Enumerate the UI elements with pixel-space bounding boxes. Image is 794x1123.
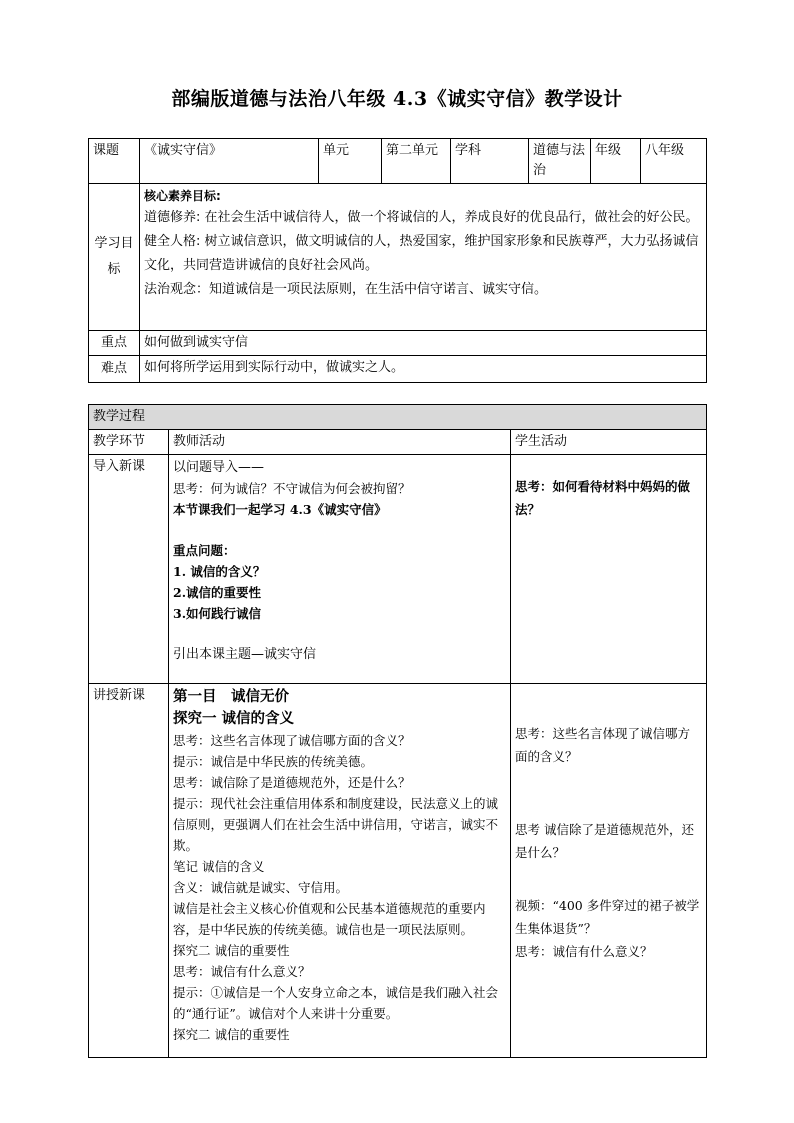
subject-label: 学科 [451,139,529,184]
key-label: 重点 [89,331,140,356]
student-line: 视频：“400 多件穿过的裙子被学生集体退货”？ [515,898,700,936]
intro-line: 本节课我们一起学习 4.3《诚实守信》 [173,502,387,517]
stage-new-teacher [169,684,511,1058]
goal-item: 健全人格: 树立诚信意识，做文明诚信的人，热爱国家，维护国家形象和民族尊严，大力弘扬诚信文化，共同营造讲诚信的良好社会风尚。 [144,234,699,273]
stage-intro-student: 思考：如何看待材料中妈妈的做法？ [511,455,707,684]
lesson-line: 含义：诚信就是诚实、守信用。 [173,880,349,895]
page-title: 部编版道德与法治八年级 4.3《诚实守信》教学设计 [171,88,623,110]
lesson-line: 提示：现代社会注重信用体系和制度建设，民法意义上的诚信原则，更强调人们在社会生活中讲信用，守诺言，诚实不欺。 [173,796,499,853]
intro-line: 3.如何践行诚信 [173,606,262,621]
section-heading: 探究一 诚信的含义 [173,710,295,727]
lesson-line: 思考：这些名言体现了诚信哪方面的含义？ [173,733,411,748]
intro-line: 重点问题： [173,543,236,558]
difficult-value: 如何将所学运用到实际行动中，做诚实之人。 [140,356,707,383]
difficult-label: 难点 [89,356,140,383]
stage-new-name: 讲授新课 [89,684,169,1058]
stage-new-row [89,684,707,1058]
intro-line: 以问题导入—— [173,460,265,475]
process-header: 教学过程 [89,405,707,430]
process-table [88,404,707,1058]
intro-line: 2.诚信的重要性 [173,585,262,600]
info-table [88,138,707,383]
intro-line: 1. 诚信的含义？ [173,564,266,579]
lesson-line: 探究二 诚信的重要性 [173,943,290,958]
intro-line: 思考：何为诚信？不守诚信为何会被拘留？ [173,481,411,496]
process-header-row [89,405,707,430]
info-row-topic [89,139,707,184]
stage-new-student [511,684,707,1058]
goals-content [140,184,707,331]
col-teacher-header: 教师活动 [169,430,511,455]
col-student-header: 学生活动 [511,430,707,455]
grade-label: 年级 [591,139,641,184]
process-column-row [89,430,707,455]
key-value: 如何做到诚实守信 [140,331,707,356]
lesson-line: 思考：诚信除了是道德规范外，还是什么？ [173,775,411,790]
lesson-line: 诚信是社会主义核心价值观和公民基本道德规范的重要内容，是中华民族的传统美德。诚信也是一项民法原则。 [173,901,486,937]
goal-item: 法治观念：知道诚信是一项民法原则，在生活中信守诺言、诚实守信。 [144,282,548,297]
lesson-line: 提示：诚信是中华民族的传统美德。 [173,754,374,769]
goal-item: 道德修养: 在社会生活中诚信待人，做一个将诚信的人，养成良好的优良品行，做社会的好公民。 [144,210,699,225]
lesson-line: 提示：①诚信是一个人安身立命之本，诚信是我们融入社会的“通行证”。诚信对个人来讲十分重要。 [173,985,499,1021]
grade-value: 八年级 [641,139,707,184]
unit-label: 单元 [319,139,382,184]
student-line: 思考 诚信除了是道德规范外，还是什么？ [515,822,694,860]
stage-intro-teacher [169,455,511,684]
topic-label: 课题 [89,139,140,184]
goals-heading: 核心素养目标: [144,189,221,203]
info-row-goals [89,184,707,331]
student-line: 思考：这些名言体现了诚信哪方面的含义？ [515,726,691,764]
lesson-line: 思考：诚信有什么意义？ [173,964,311,979]
section-heading: 第一目 诚信无价 [173,688,289,705]
info-row-difficult [89,356,707,383]
lesson-line: 笔记 诚信的含义 [173,859,265,874]
goals-label: 学习目标 [89,184,140,331]
stage-intro-name: 导入新课 [89,455,169,684]
col-stage-header: 教学环节 [89,430,169,455]
topic-value: 《诚实守信》 [140,139,319,184]
intro-line: 引出本课主题—诚实守信 [173,647,317,662]
info-row-key [89,331,707,356]
stage-intro-row [89,455,707,684]
subject-value: 道德与法治 [529,139,591,184]
unit-value: 第二单元 [382,139,451,184]
lesson-line: 探究二 诚信的重要性 [173,1027,290,1042]
student-line: 思考：诚信有什么意义？ [515,944,653,959]
